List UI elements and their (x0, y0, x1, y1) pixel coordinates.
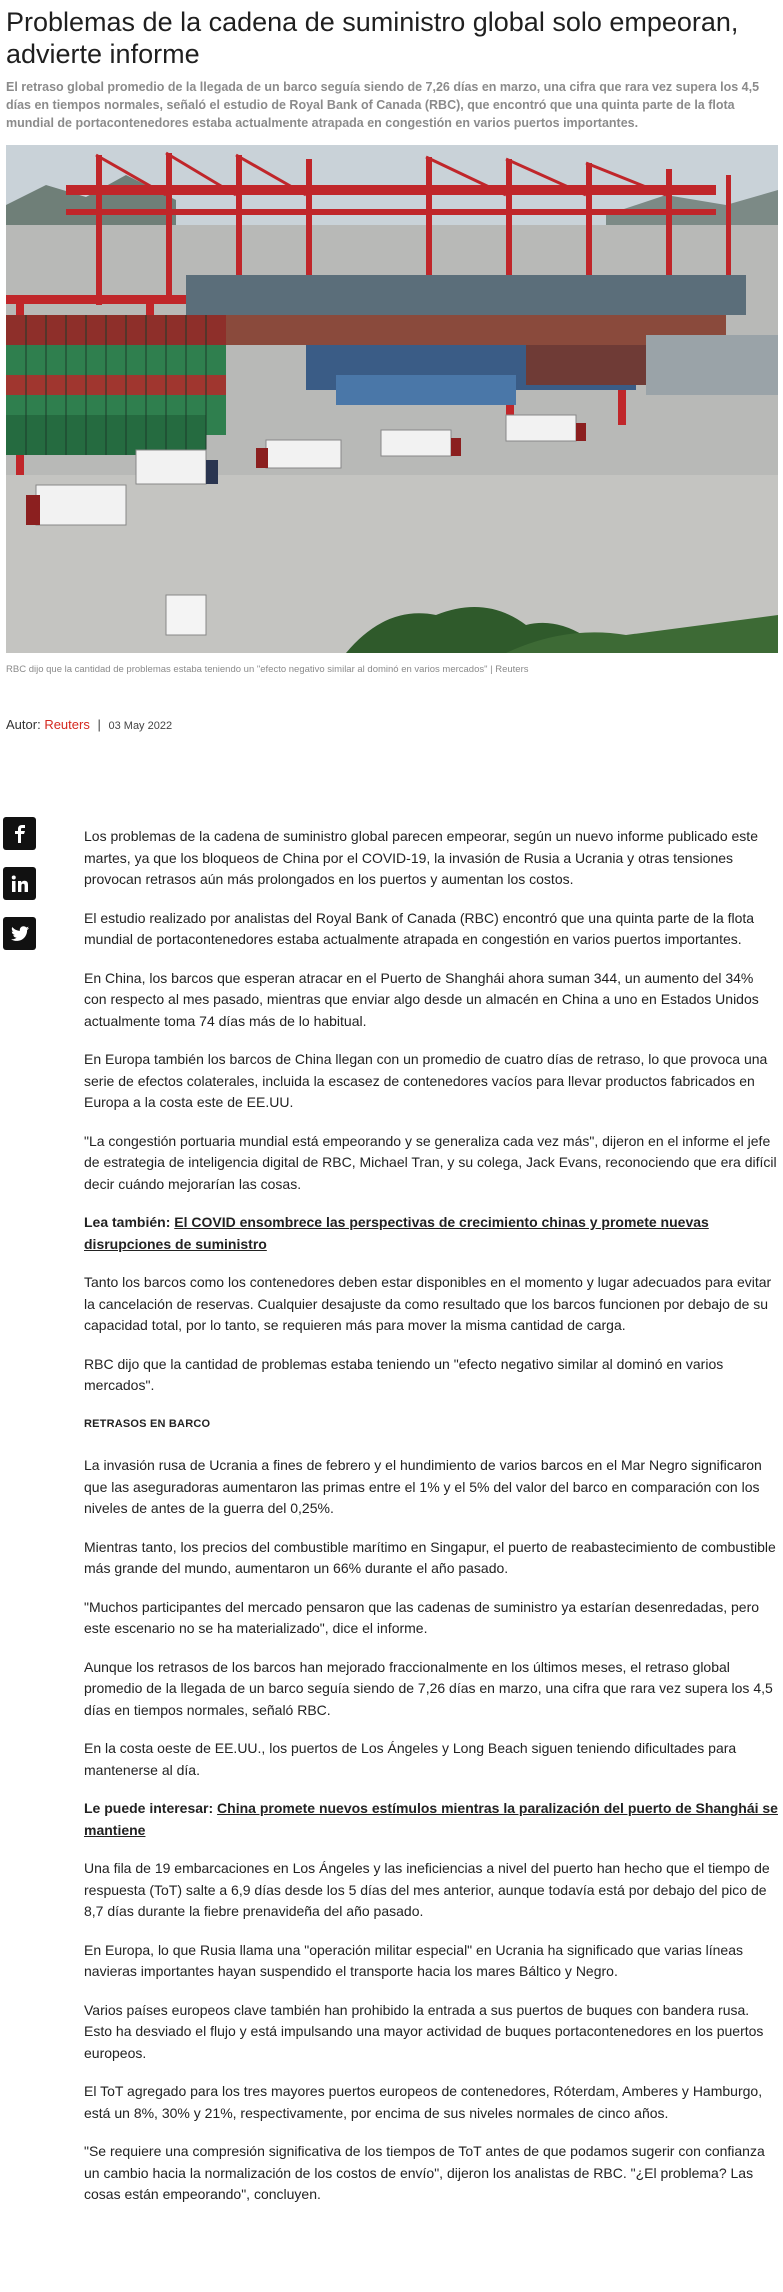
byline-label: Autor: (6, 717, 41, 732)
related-link[interactable]: China promete nuevos estímulos mientras la paralización del puerto de Shanghái se mantiene (84, 1800, 778, 1838)
byline (6, 717, 172, 732)
related-article-1 (84, 1212, 778, 1255)
paragraph: Aunque los retrasos de los barcos han mejorado fraccionalmente en los últimos meses, el retraso global promedio de la llegada de un barco seguía siendo de 7,26 días en marzo, una cifra que rara vez supera los 4,5 días en tiempos normales, señaló RBC. (84, 1658, 773, 1718)
paragraph: Mientras tanto, los precios del combustible marítimo en Singapur, el puerto de reabastecimiento de combustible más grande del mundo, aumentaron un 66% durante el año pasado. (84, 1538, 776, 1576)
paragraph: En Europa también los barcos de China llegan con un promedio de cuatro días de retraso, lo que provoca una serie de efectos colaterales, incluida la escasez de contenedores vacíos para llevar productos fabricados en Europa a la costa este de EE.UU. (84, 1051, 768, 1110)
article-photo (6, 145, 778, 653)
paragraph: Tanto los barcos como los contenedores deben estar disponibles en el momento y lugar adecuados para evitar la cancelación de reservas. Cualquier desajuste da como resultado que los barcos funcionen por debajo de su capacidad total, por lo tanto, se requieren más para mover la misma cantidad de carga. (84, 1274, 772, 1333)
paragraph: "La congestión portuaria mundial está empeorando y se generaliza cada vez más", dijeron en el informe el jefe de estrategia de inteligencia digital de RBC, Michael Tran, y su colega, Jack Evans, reconociendo que era difícil decir cuándo mejorarían las cosas. (84, 1132, 777, 1192)
photo-caption: RBC dijo que la cantidad de problemas estaba teniendo un "efecto negativo similar al dominó en varios mercados" | Reuters (6, 664, 529, 675)
facebook-icon[interactable] (3, 817, 36, 850)
twitter-icon[interactable] (3, 917, 36, 950)
article-title: Problemas de la cadena de suministro global solo empeoran, advierte informe (6, 7, 739, 69)
article-lead: El retraso global promedio de la llegada de un barco seguía siendo de 7,26 días en marzo, una cifra que rara vez supera los 4,5 días en tiempos normales, señaló el estudio de Royal Bank of Canada (RBC), que encontró que una quinta parte de la flota mundial de portacontenedores estaba actualmente atrapada en congestión en varios puertos importantes. (6, 80, 760, 130)
paragraph: Los problemas de la cadena de suministro global parecen empeorar, según un nuevo informe publicado este martes, ya que los bloqueos de China por el COVID-19, la invasión de Rusia a Ucrania y otras tensiones provocan retrasos aún más prolongados en los puertos y aumentan los costos. (84, 828, 758, 887)
article-body (84, 826, 778, 2223)
related-article-2 (84, 1798, 778, 1841)
related-label: Le puede interesar: (84, 1800, 214, 1816)
publish-date: 03 May 2022 (108, 720, 173, 732)
paragraph: RBC dijo que la cantidad de problemas estaba teniendo un "efecto negativo similar al dominó en varios mercados". (84, 1355, 724, 1393)
paragraph: En China, los barcos que esperan atracar en el Puerto de Shanghái ahora suman 344, un aumento del 34% con respecto al mes pasado, mientras que enviar algo desde un almacén en China a uno en Estados Unidos actualmente toma 74 días más de lo habitual. (84, 969, 759, 1029)
paragraph: El ToT agregado para los tres mayores puertos europeos de contenedores, Róterdam, Amberes y Hamburgo, está un 8%, 30% y 21%, respectivamente, por encima de sus niveles normales de cinco años. (84, 2083, 763, 2121)
section-heading: RETRASOS EN BARCO (84, 1417, 211, 1430)
byline-separator: | (97, 717, 101, 732)
related-label: Lea también: (84, 1214, 171, 1230)
paragraph: La invasión rusa de Ucrania a fines de febrero y el hundimiento de varios barcos en el Mar Negro significaron que las aseguradoras aumentaron las primas entre el 1% y el 5% del valor del barco en comparación con los niveles de antes de la guerra del 0,25%. (84, 1457, 762, 1516)
related-link[interactable]: El COVID ensombrece las perspectivas de crecimiento chinas y promete nuevas disrupciones de suministro (84, 1214, 709, 1252)
paragraph: "Se requiere una compresión significativa de los tiempos de ToT antes de que podamos sugerir con confianza un cambio hacia la normalización de los costos de envío", dijeron los analistas de RBC. "¿El problema? Las cosas están empeorando", concluyen. (84, 2143, 765, 2202)
author-link[interactable]: Reuters (44, 717, 90, 732)
paragraph: En la costa oeste de EE.UU., los puertos de Los Ángeles y Long Beach siguen teniendo dificultades para mantenerse al día. (84, 1740, 737, 1778)
paragraph: Una fila de 19 embarcaciones en Los Ángeles y las ineficiencias a nivel del puerto han hecho que el tiempo de respuesta (ToT) salte a 6,9 días desde los 5 días del mes anterior, aunque todavía está por debajo del pico de 8,7 días durante la fiebre prenavideña del año pasado. (84, 1860, 770, 1919)
linkedin-icon[interactable] (3, 867, 36, 900)
paragraph: El estudio realizado por analistas del Royal Bank of Canada (RBC) encontró que una quinta parte de la flota mundial de portacontenedores estaba actualmente atrapada en congestión en varios puertos importantes. (84, 909, 755, 947)
paragraph: Varios países europeos clave también han prohibido la entrada a sus puertos de buques con bandera rusa. Esto ha desviado el flujo y está impulsando una mayor actividad de buques portacontenedores en los puertos europeos. (84, 2001, 764, 2061)
paragraph: "Muchos participantes del mercado pensaron que las cadenas de suministro ya estarían desenredadas, pero este escenario no se ha materializado", dice el informe. (84, 1598, 760, 1636)
share-bar (3, 817, 36, 967)
paragraph: En Europa, lo que Rusia llama una "operación militar especial" en Ucrania ha significado que varias líneas navieras importantes hayan suspendido el transporte hacia los mares Báltico y Negro. (84, 1941, 743, 1979)
